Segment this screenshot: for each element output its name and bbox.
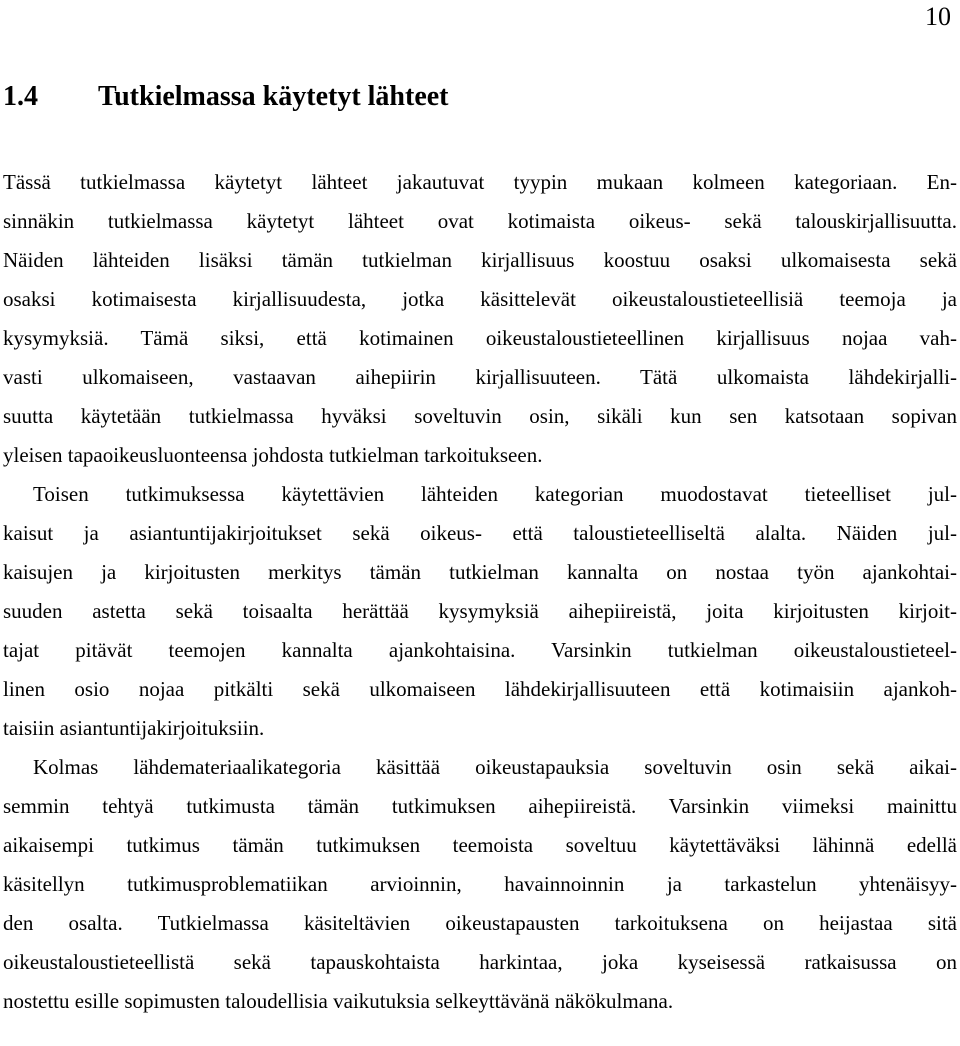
text-line: den osalta. Tutkielmassa käsiteltävien oikeustapausten tarkoituksena on heijastaa sitä: [3, 911, 957, 935]
paragraph-2: [3, 475, 957, 748]
text-line: yleisen tapaoikeusluonteensa johdosta tutkielman tarkoitukseen.: [3, 443, 543, 467]
text-line: Toisen tutkimuksessa käytettävien lähteiden kategorian muodostavat tieteelliset jul-: [33, 482, 957, 506]
text-line: suuden astetta sekä toisaalta herättää kysymyksiä aihepiireistä, joita kirjoitusten kirjoit-: [3, 599, 957, 623]
text-line: kaisut ja asiantuntijakirjoitukset sekä oikeus- että taloustieteelliseltä alalta. Näiden jul-: [3, 521, 957, 545]
text-line: linen osio nojaa pitkälti sekä ulkomaiseen lähdekirjallisuuteen että kotimaisiin ajankoh-: [3, 677, 957, 701]
section-title: Tutkielmassa käytetyt lähteet: [98, 81, 449, 112]
text-line: vasti ulkomaiseen, vastaavan aihepiirin kirjallisuuteen. Tätä ulkomaista lähdekirjalli-: [3, 365, 957, 389]
body-text: [3, 163, 957, 1021]
text-line: semmin tehtyä tutkimusta tämän tutkimuksen aihepiireistä. Varsinkin viimeksi mainittu: [3, 794, 957, 818]
section-number: 1.4: [3, 81, 38, 112]
text-line: taisiin asiantuntijakirjoituksiin.: [3, 716, 265, 740]
text-line: sinnäkin tutkielmassa käytetyt lähteet ovat kotimaista oikeus- sekä talouskirjallisuutta.: [3, 209, 957, 233]
section-heading: [3, 78, 449, 116]
text-line: suutta käytetään tutkielmassa hyväksi soveltuvin osin, sikäli kun sen katsotaan sopivan: [3, 404, 957, 428]
text-line: aikaisempi tutkimus tämän tutkimuksen teemoista soveltuu käytettäväksi lähinnä edellä: [3, 833, 957, 857]
paragraph-1: [3, 163, 957, 475]
text-line: oikeustaloustieteellistä sekä tapauskohtaista harkintaa, joka kyseisessä ratkaisussa on: [3, 950, 957, 974]
text-line: tajat pitävät teemojen kannalta ajankohtaisina. Varsinkin tutkielman oikeustaloustieteel-: [3, 638, 957, 662]
text-line: osaksi kotimaisesta kirjallisuudesta, jotka käsittelevät oikeustaloustieteellisiä teemoja ja: [3, 287, 957, 311]
text-line: nostettu esille sopimusten taloudellisia vaikutuksia selkeyttävänä näkökulmana.: [3, 989, 674, 1013]
page-number: 10: [925, 2, 951, 31]
text-line: Kolmas lähdemateriaalikategoria käsittää oikeustapauksia soveltuvin osin sekä aikai-: [33, 755, 957, 779]
text-line: kysymyksiä. Tämä siksi, että kotimainen oikeustaloustieteellinen kirjallisuus nojaa vah-: [3, 326, 957, 350]
text-line: Tässä tutkielmassa käytetyt lähteet jakautuvat tyypin mukaan kolmeen kategoriaan. En-: [3, 170, 957, 194]
text-line: Näiden lähteiden lisäksi tämän tutkielman kirjallisuus koostuu osaksi ulkomaisesta sekä: [3, 248, 957, 272]
text-line: käsitellyn tutkimusproblematiikan arvioinnin, havainnoinnin ja tarkastelun yhtenäisyy-: [3, 872, 957, 896]
paragraph-3: [3, 748, 957, 1021]
text-line: kaisujen ja kirjoitusten merkitys tämän tutkielman kannalta on nostaa työn ajankohtai-: [3, 560, 957, 584]
